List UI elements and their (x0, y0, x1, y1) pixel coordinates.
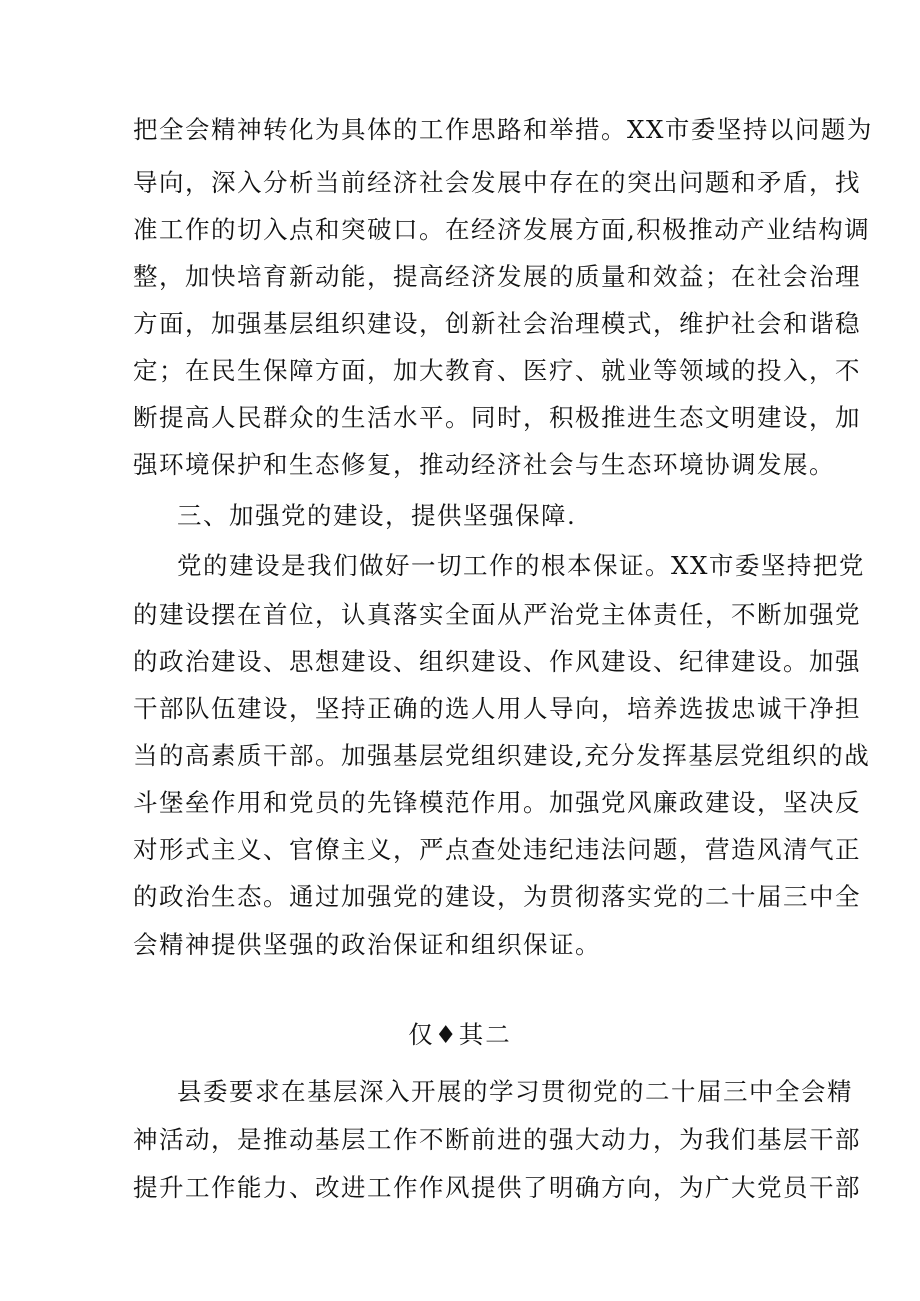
text-line: 方面，加强基层组织建设，创新社会治理模式，维护社会和谐稳 (133, 309, 861, 338)
text-line: 党的建设是我们做好一切工作的根本保证。XX市委坚持把党 (177, 551, 865, 580)
text-line: 整，加快培育新动能，提高经济发展的质量和效益；在社会治理 (133, 262, 861, 291)
text-line: 当的高素质干部。加强基层党组织建设,充分发挥基层党组织的战 (133, 741, 871, 770)
text-line: 提升工作能力、改进工作作风提供了明确方向，为广大党员干部 (133, 1173, 861, 1202)
part-title: 仅♦其二 (408, 1020, 512, 1049)
text-line: 会精神提供坚强的政治保证和组织保证。 (133, 930, 601, 959)
text-line: 的建设摆在首位，认真落实全面从严治党主体责任，不断加强党 (133, 600, 861, 629)
text-line: 强环境保护和生态修复，推动经济社会与生态环境协调发展。 (133, 450, 835, 479)
text-line: 斗堡垒作用和党员的先锋模范作用。加强党风廉政建设，坚决反 (133, 788, 861, 817)
text-line: 断提高人民群众的生活水平。同时，积极推进生态文明建设，加 (133, 403, 861, 432)
text-line: 对形式主义、官僚主义，严点查处违纪违法问题，营造风清气正 (133, 835, 861, 864)
text-line: 的政治生态。通过加强党的建设，为贯彻落实党的二十届三中全 (133, 882, 861, 911)
text-line: 定；在民生保障方面，加大教育、医疗、就业等领域的投入，不 (133, 356, 861, 385)
text-line: 县委要求在基层深入开展的学习贯彻党的二十届三中全会精 (177, 1077, 853, 1106)
text-line: 导向，深入分析当前经济社会发展中存在的突出问题和矛盾，找 (133, 168, 861, 197)
text-line: 准工作的切入点和突破口。在经济发展方面,积极推动产业结构调 (133, 215, 871, 244)
text-line: 把全会精神转化为具体的工作思路和举措。XX市委坚持以问题为 (133, 115, 873, 144)
section-heading: 三、加强党的建设，提供坚强保障. (177, 501, 577, 530)
text-line: 神活动，是推动基层工作不断前进的强大动力，为我们基层干部 (133, 1125, 861, 1154)
text-line: 的政治建设、思想建设、组织建设、作风建设、纪律建设。加强 (133, 647, 861, 676)
text-line: 干部队伍建设，坚持正确的选人用人导向，培养选拔忠诚干净担 (133, 694, 861, 723)
